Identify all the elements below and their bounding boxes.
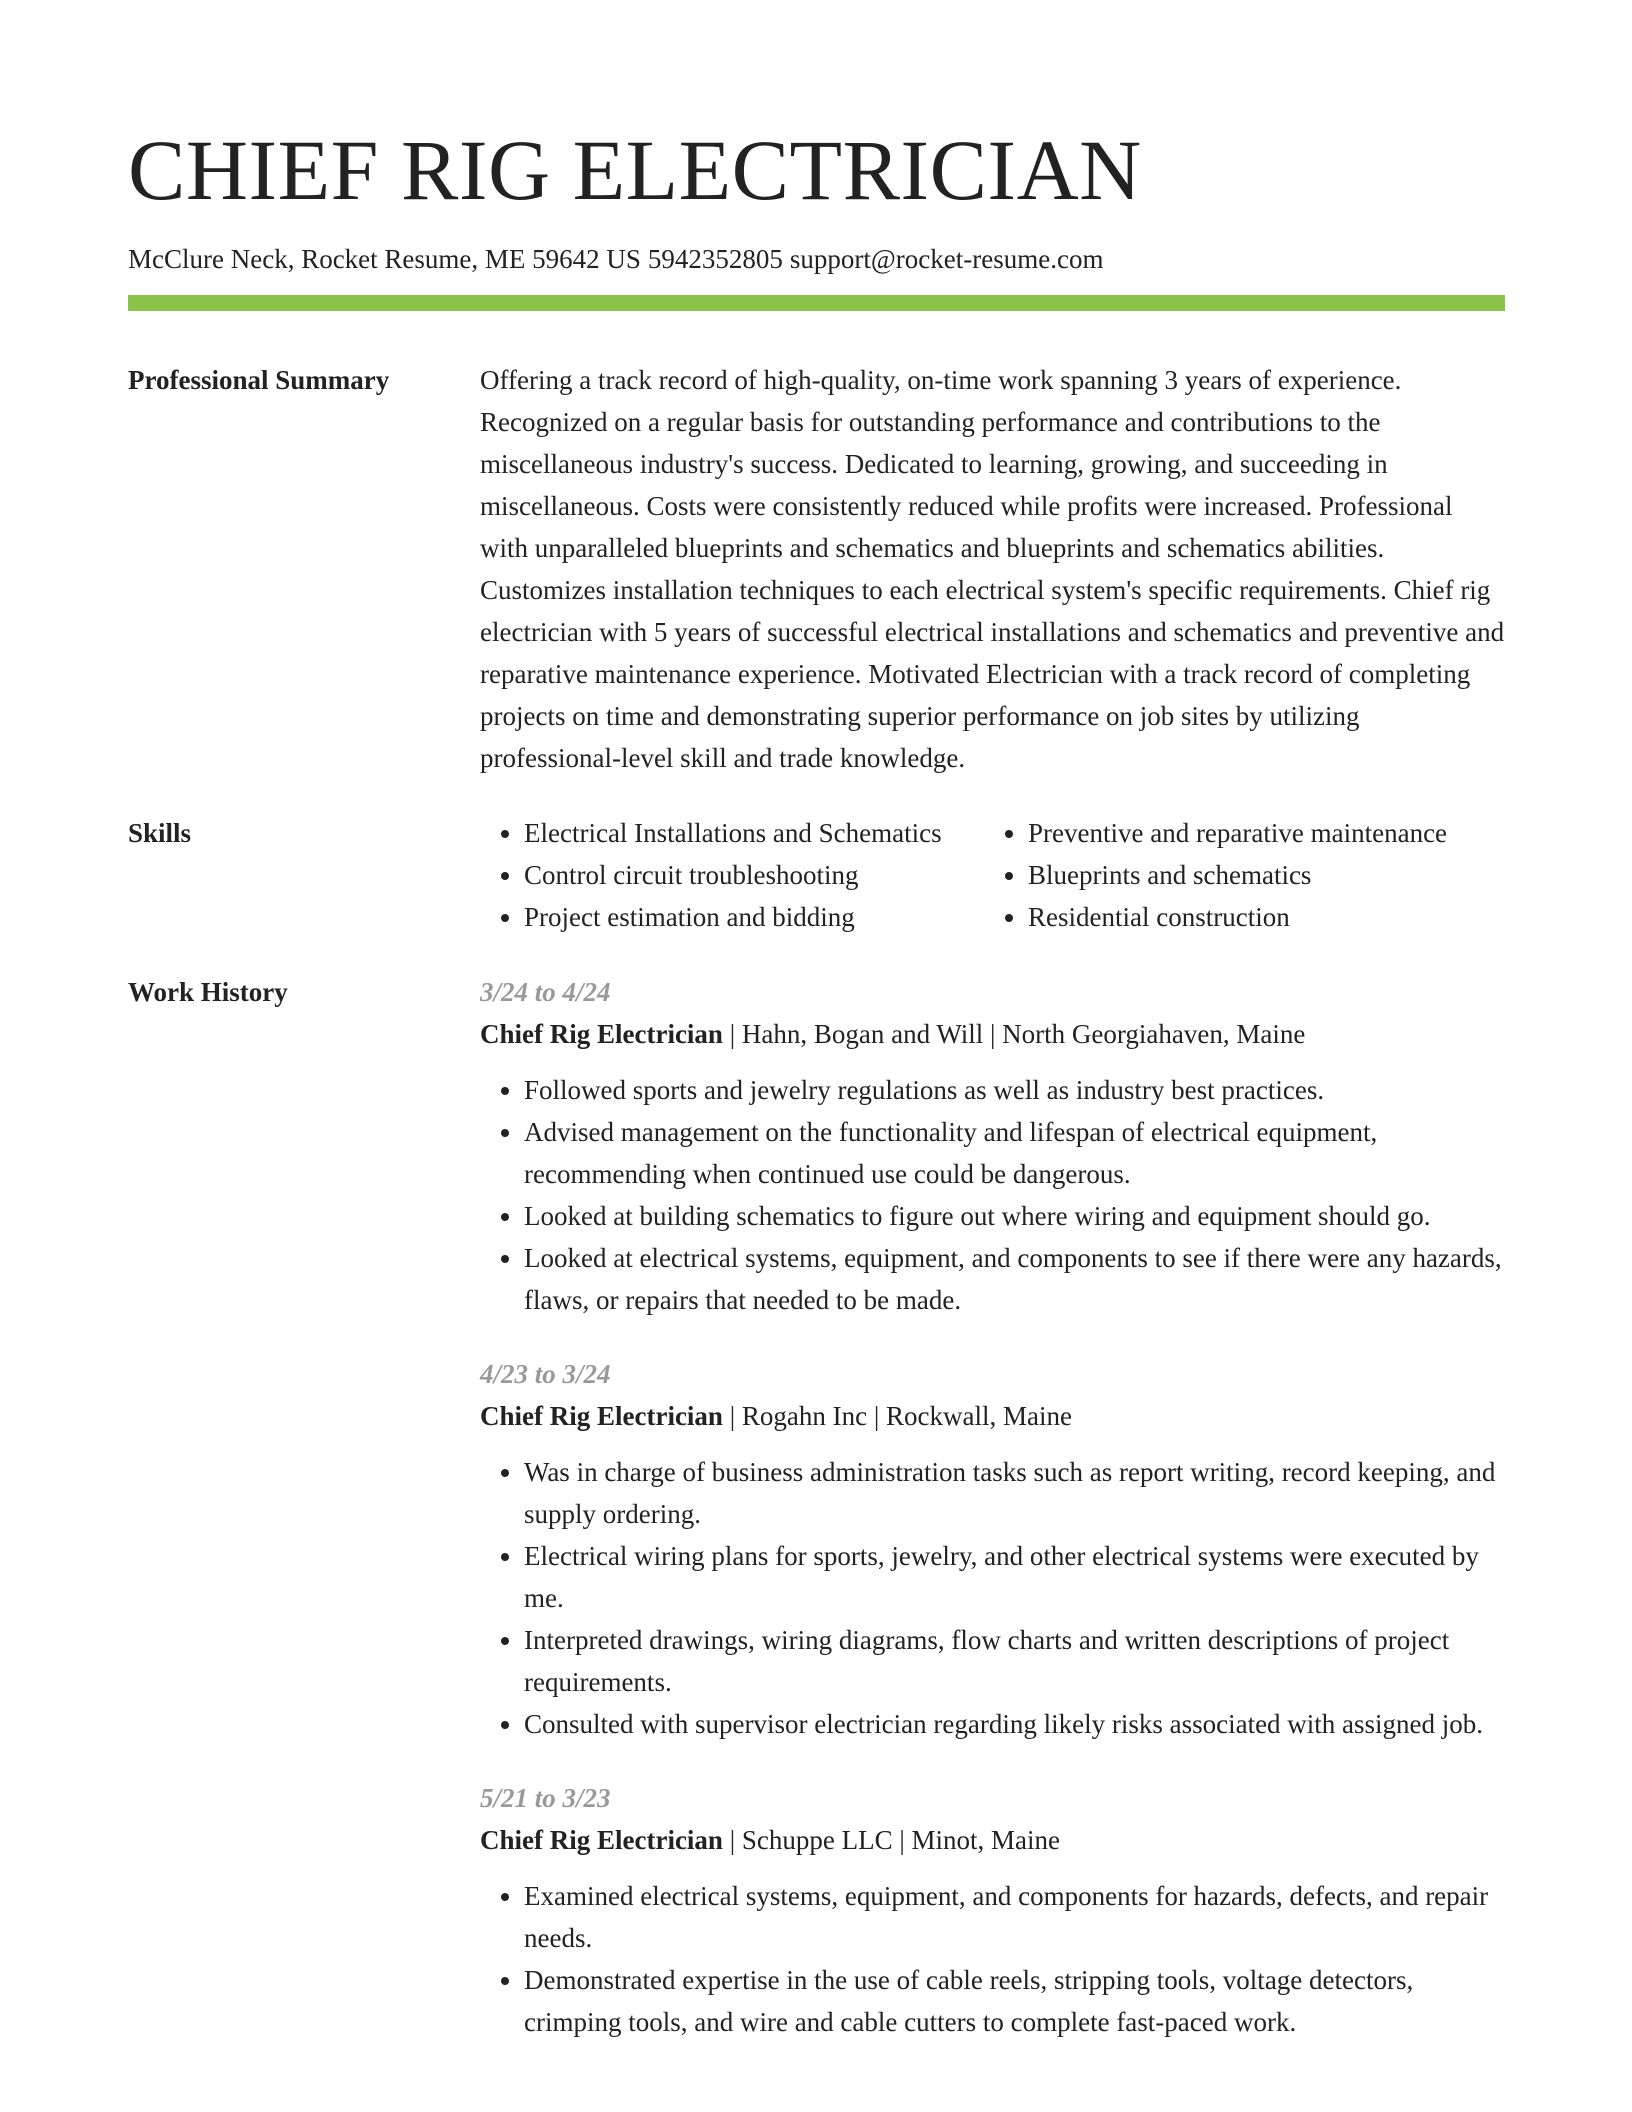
summary-body: [480, 359, 1505, 779]
contact-email: support@rocket-resume.com: [789, 244, 1104, 274]
job-title: Chief Rig Electrician: [480, 1825, 723, 1855]
job-heading: [480, 1819, 1505, 1861]
job-title: Chief Rig Electrician: [480, 1019, 723, 1049]
job-details: | Schuppe LLC | Minot, Maine: [722, 1825, 1060, 1855]
header-divider: [128, 295, 1505, 311]
skills-column-right: [984, 812, 1505, 938]
job-entry: [480, 1777, 1505, 2043]
job-bullet: • Examined electrical systems, equipment, and components for hazards, defects, and repair needs.: [524, 1875, 1505, 1959]
summary-heading: Professional Summary: [128, 365, 390, 395]
job-dates: 3/24 to 4/24: [480, 977, 611, 1007]
job-dates: 4/23 to 3/24: [480, 1359, 611, 1389]
job-bullet: • Followed sports and jewelry regulations as well as industry best practices.: [524, 1069, 1505, 1111]
skills-heading: Skills: [128, 818, 192, 848]
skill-item: • Blueprints and schematics: [1028, 854, 1505, 896]
job-bullet: • Advised management on the functionality and lifespan of electrical equipment, recommending when continued use could be dangerous.: [524, 1111, 1505, 1195]
job-heading: [480, 1013, 1505, 1055]
skill-item: • Project estimation and bidding: [524, 896, 984, 938]
job-bullet: • Consulted with supervisor electrician regarding likely risks associated with assigned job.: [524, 1703, 1505, 1745]
work-history-heading: Work History: [128, 977, 288, 1007]
skill-item: • Electrical Installations and Schematics: [524, 812, 984, 854]
skills-column-left: [480, 812, 984, 938]
job-title: Chief Rig Electrician: [480, 1401, 723, 1431]
skills-body: [480, 812, 1505, 938]
skill-item: • Preventive and reparative maintenance: [1028, 812, 1505, 854]
job-bullet: • Looked at building schematics to figure out where wiring and equipment should go.: [524, 1195, 1505, 1237]
job-bullet: • Looked at electrical systems, equipment, and components to see if there were any hazards, flaws, or repairs that needed to be made.: [524, 1237, 1505, 1321]
skill-item: • Control circuit troubleshooting: [524, 854, 984, 896]
job-bullet: • Electrical wiring plans for sports, jewelry, and other electrical systems were executed by me.: [524, 1535, 1505, 1619]
summary-text: Offering a track record of high-quality, on-time work spanning 3 years of experience. Recognized on a regular basis for outstanding performance and contributions to the miscellaneous industry's success. Dedicated to learning, growing, and succeeding in miscellaneous. Costs were consistently reduced while profits were increased. Professional with unparalleled blueprints and schematics and blueprints and schematics abilities. Customizes installation techniques to each electrical system's specific requirements. Chief rig electrician with 5 years of successful electrical installations and schematics and preventive and reparative maintenance experience. Motivated Electrician with a track record of completing projects on time and demonstrating superior performance on job sites by utilizing professional-level skill and trade knowledge.: [480, 365, 1505, 773]
job-entry: [480, 1353, 1505, 1745]
contact-address: McClure Neck, Rocket Resume, ME 59642 US: [128, 244, 641, 274]
job-bullet: • Interpreted drawings, wiring diagrams, flow charts and written descriptions of project requirements.: [524, 1619, 1505, 1703]
work-history-body: [480, 971, 1505, 2075]
work-history-section: [128, 971, 1505, 2075]
skill-item: • Residential construction: [1028, 896, 1505, 938]
job-details: | Rogahn Inc | Rockwall, Maine: [722, 1401, 1072, 1431]
skills-section: [128, 812, 1505, 938]
job-bullets: [480, 1875, 1505, 2043]
job-heading: [480, 1395, 1505, 1437]
job-bullet: • Was in charge of business administration tasks such as report writing, record keeping, and supply ordering.: [524, 1451, 1505, 1535]
contact-phone: 5942352805: [647, 244, 783, 274]
contact-line: [128, 242, 1505, 276]
job-dates: 5/21 to 3/23: [480, 1783, 611, 1813]
summary-section: [128, 359, 1505, 779]
job-details: | Hahn, Bogan and Will | North Georgiahaven, Maine: [722, 1019, 1306, 1049]
job-bullet: • Demonstrated expertise in the use of cable reels, stripping tools, voltage detectors, crimping tools, and wire and cable cutters to complete fast-paced work.: [524, 1959, 1505, 2043]
skills-grid: [480, 812, 1505, 938]
job-bullets: [480, 1069, 1505, 1321]
job-bullets: [480, 1451, 1505, 1745]
resume-name: CHIEF RIG ELECTRICIAN: [128, 122, 1142, 218]
job-entry: [480, 971, 1505, 1321]
resume-page: [128, 0, 1505, 2075]
